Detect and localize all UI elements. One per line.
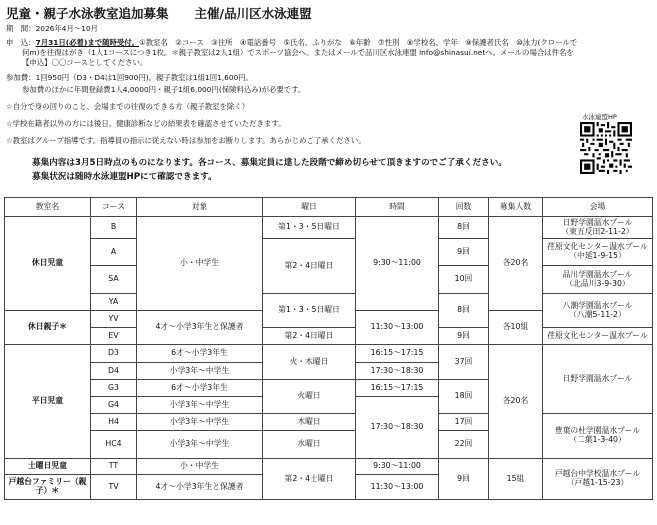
course-cell: G3: [91, 380, 137, 397]
count-cell: 9回: [439, 239, 489, 266]
venue-cell: 日野学園温水プール （東五反田2-11-2）: [543, 217, 653, 239]
capacity-cell: 各10組: [489, 311, 543, 345]
count-cell: 8回: [439, 217, 489, 239]
apply-deadline: 7月31日(必着)まで随時受付。: [35, 38, 140, 47]
class-name: 平日児童: [5, 345, 91, 459]
capacity-cell: 各20名: [489, 345, 543, 459]
course-cell: D3: [91, 345, 137, 363]
course-cell: EV: [91, 328, 137, 345]
period-line: 期 間：2026年4月～10月: [6, 24, 99, 33]
table-row: [5, 217, 653, 239]
title: 児童・親子水泳教室追加募集: [6, 6, 169, 21]
count-cell: 10回: [439, 266, 489, 294]
fee-line-2: 参加費のほかに年間登録費1人4,0000円・親子1組6,000円(保険料込み)が必要です。: [22, 85, 306, 94]
time-cell: 11:30～13:00: [356, 475, 439, 500]
time-cell: 11:30～13:00: [356, 311, 439, 345]
venue-cell: 戸越台中学校温水プール （戸越1-15-23）: [543, 459, 653, 500]
day-cell: 第2・4日曜日: [263, 239, 356, 294]
course-cell: A: [91, 239, 137, 266]
target-cell: 小学3年～中学生: [137, 431, 263, 459]
day-cell: 火・木曜日: [263, 345, 356, 380]
day-cell: 火曜日: [263, 380, 356, 414]
course-cell: G4: [91, 397, 137, 414]
qr-code-icon[interactable]: [580, 122, 632, 174]
course-cell: YV: [91, 311, 137, 328]
apply-line-2: 何m)を往復はがき（1人1コースにつき1枚。＊親子教室は2人1組）でスポーツ協会へ。またはメールで品川区水泳連盟 info@shinasui.netへ。メールの場合は件名を: [22, 48, 574, 57]
course-cell: D4: [91, 363, 137, 380]
organizer: 主催/品川区水泳連盟: [194, 6, 312, 21]
apply-line-1: 申 込：7月31日(必着)まで随時受付。①教室名 ②コース ③住所 ④電話番号 ⑤氏名、ふりがな ⑥年齢 ⑦性別 ⑧学校名、学年 ⑨保護者氏名 ⑩泳力(クロールで: [6, 38, 578, 47]
count-cell: 17回: [439, 414, 489, 431]
header-count: 回数: [439, 198, 489, 217]
table-row: [5, 328, 653, 345]
count-cell: 18回: [439, 380, 489, 414]
count-cell: 9回: [439, 459, 489, 500]
class-name: 土曜日児童: [5, 459, 91, 475]
venue-cell: 日野学園温水プール: [543, 345, 653, 414]
day-cell: 水曜日: [263, 431, 356, 459]
table-row: [5, 294, 653, 311]
fee-line-1: 参加費：1回950円（D3・D4は1回900円)。親子教室は1組1回1,600円。: [6, 73, 254, 82]
header-venue: 会場: [543, 198, 653, 217]
table-row: [5, 239, 653, 266]
header-class: 教室名: [5, 198, 91, 217]
time-cell: 9:30～11:00: [356, 217, 439, 311]
qr-label: 水泳連盟HP: [582, 113, 617, 121]
time-cell: 9:30～11:00: [356, 459, 439, 475]
apply-line-3: 【申込】〇〇コースとしてください。: [22, 58, 148, 67]
class-name: 戸越台ファミリー（親子）＊: [5, 475, 91, 500]
table-header-row: [5, 198, 653, 217]
class-name: 休日児童: [5, 217, 91, 311]
course-cell: HC4: [91, 431, 137, 459]
course-cell: TT: [91, 459, 137, 475]
target-cell: 小学3年～中学生: [137, 397, 263, 414]
notice-2: 募集状況は随時水泳連盟HPにて確認できます。: [32, 172, 217, 182]
header-course: コース: [91, 198, 137, 217]
target-cell: 小学3年～中学生: [137, 414, 263, 431]
venue-cell: 荏原文化センター温水プール （中延1-9-15）: [543, 239, 653, 266]
header-capacity: 募集人数: [489, 198, 543, 217]
header-day: 曜日: [263, 198, 356, 217]
count-cell: 9回: [439, 328, 489, 345]
time-cell: 17:30～18:30: [356, 363, 439, 380]
header-time: 時間: [356, 198, 439, 217]
venue-cell: 八潮学園温水プール （八潮5-11-2）: [543, 294, 653, 328]
table-row: [5, 345, 653, 363]
venue-cell: 品川学園温水プール （北品川3-9-30）: [543, 266, 653, 294]
day-cell: 木曜日: [263, 414, 356, 431]
venue-cell: 荏原文化センター温水プール: [543, 328, 653, 345]
day-cell: 第2・4土曜日: [263, 459, 356, 500]
day-cell: 第1・3・5日曜日: [263, 294, 356, 328]
target-cell: 小・中学生: [137, 459, 263, 475]
time-cell: 17:30～18:30: [356, 397, 439, 459]
page-title: [6, 4, 312, 22]
count-cell: 22回: [439, 431, 489, 459]
capacity-cell: 各20名: [489, 217, 543, 311]
day-cell: 第2・4日曜日: [263, 328, 356, 345]
time-cell: 16:15～17:15: [356, 345, 439, 363]
capacity-cell: 15組: [489, 459, 543, 500]
time-cell: 16:15～17:15: [356, 380, 439, 397]
course-cell: B: [91, 217, 137, 239]
note-2: ☆学校在籍者以外の方には後日、健康診断などの結果表を確認させていただきます。: [6, 119, 286, 128]
target-cell: 小・中学生: [137, 217, 263, 311]
day-cell: 第1・3・5日曜日: [263, 217, 356, 239]
count-cell: 37回: [439, 345, 489, 380]
course-cell: YA: [91, 294, 137, 311]
count-cell: 8回: [439, 294, 489, 328]
target-cell: 小学3年～中学生: [137, 363, 263, 380]
target-cell: 6才～小学3年生: [137, 345, 263, 363]
target-cell: 6才～小学3年生: [137, 380, 263, 397]
notice-1: 募集内容は3月5日時点のものになります。各コース、募集定員に達した段階で締め切らせて頂きますのでご了承ください。: [32, 158, 507, 168]
venue-cell: 豊葉の杜学園温水プール （二葉1-3-40）: [543, 414, 653, 459]
class-name: 休日親子＊: [5, 311, 91, 345]
table-row: [5, 459, 653, 475]
course-cell: H4: [91, 414, 137, 431]
target-cell: 4才～小学3年生と保護者: [137, 311, 263, 345]
target-cell: 4才～小学3年生と保護者: [137, 475, 263, 500]
table-row: [5, 414, 653, 431]
note-3: ☆教室はグループ指導です。指導員の指示に従えない時は参加をお断りします。あらかじめご了承ください。: [6, 136, 366, 145]
course-cell: TV: [91, 475, 137, 500]
header-target: 対象: [137, 198, 263, 217]
course-cell: SA: [91, 266, 137, 294]
note-1: ☆自分で身の回りのこと、会場までの往復のできる方（親子教室を除く）: [6, 102, 250, 111]
schedule-table: [4, 197, 653, 500]
